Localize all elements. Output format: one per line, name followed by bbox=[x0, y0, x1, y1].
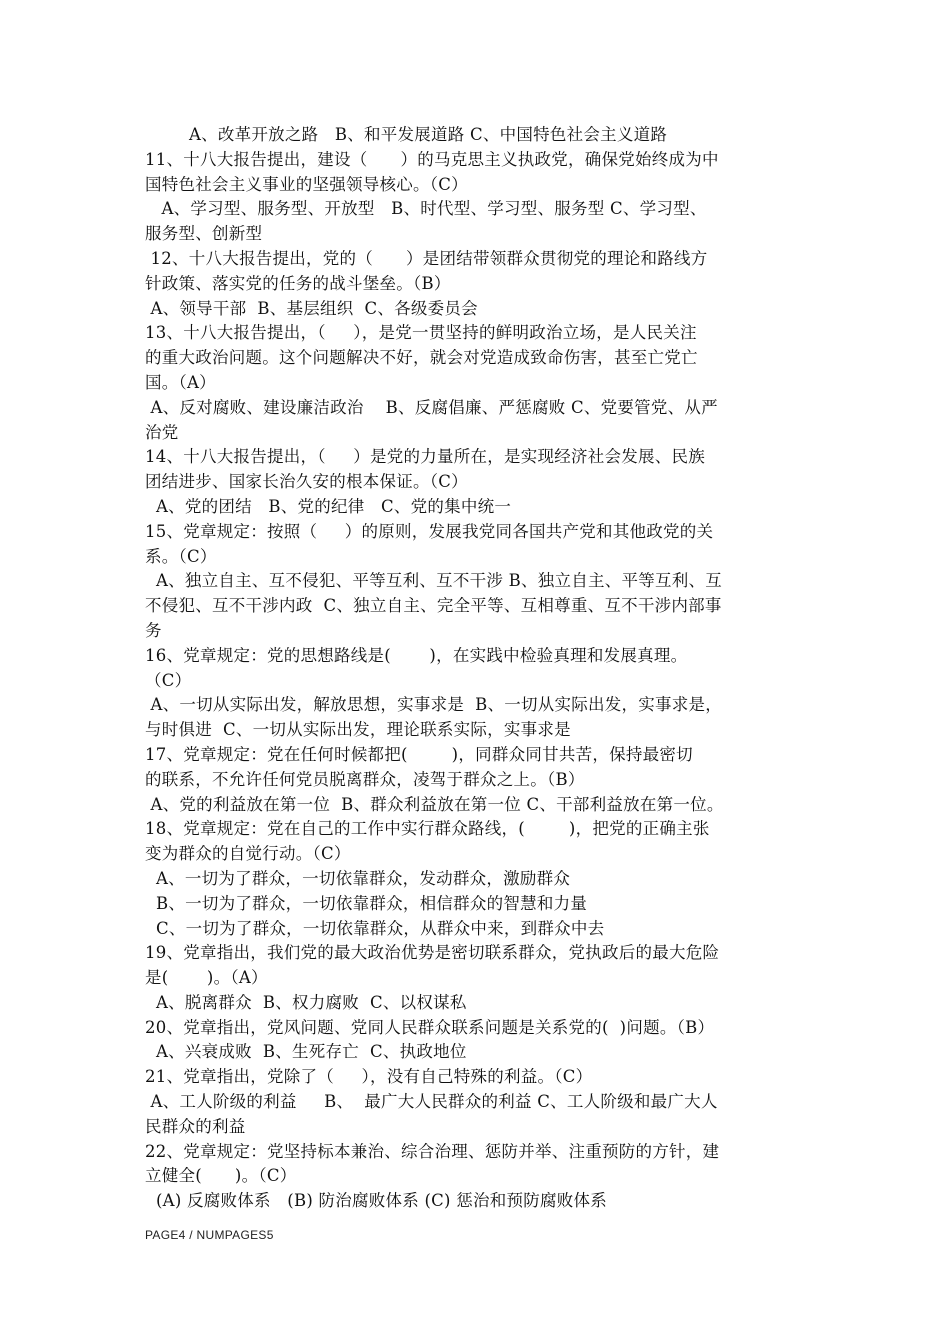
text-line: A、学习型、服务型、开放型 B、时代型、学习型、服务型 C、学习型、 bbox=[145, 199, 707, 219]
text-line: A、一切从实际出发，解放思想，实事求是 B、一切从实际出发，实事求是， bbox=[145, 695, 723, 715]
text-line: 是( )。（A） bbox=[145, 968, 268, 988]
text-line: 治党 bbox=[145, 422, 179, 442]
text-line: 11、十八大报告提出，建设（ ）的马克思主义执政党，确保党始终成为中 bbox=[145, 149, 719, 169]
text-line: 国特色社会主义事业的坚强领导核心。（C） bbox=[145, 174, 468, 194]
text-line: 的联系，不允许任何党员脱离群众，凌驾于群众之上。（B） bbox=[145, 769, 585, 789]
text-line: 团结进步、国家长治久安的根本保证。（C） bbox=[145, 472, 468, 492]
text-line: 务 bbox=[145, 620, 162, 640]
text-line: 14、十八大报告提出，（ ）是党的力量所在，是实现经济社会发展、民族 bbox=[145, 447, 705, 467]
text-line: 针政策、落实党的任务的战斗堡垒。（B） bbox=[145, 273, 451, 293]
text-line: 20、党章指出，党风问题、党同人民群众联系问题是关系党的( )问题。（B） bbox=[145, 1017, 715, 1037]
document-body bbox=[145, 123, 813, 1214]
text-line: A、改革开放之路 B、和平发展道路 C、中国特色社会主义道路 bbox=[145, 125, 668, 144]
text-line: 13、十八大报告提出，（ ），是党一贯坚持的鲜明政治立场，是人民关注 bbox=[145, 323, 697, 343]
text-line: A、工人阶级的利益 B、 最广大人民群众的利益 C、工人阶级和最广大人 bbox=[145, 1092, 718, 1112]
text-line: A、一切为了群众，一切依靠群众，发动群众，激励群众 bbox=[145, 868, 571, 888]
text-line: A、独立自主、互不侵犯、平等互利、互不干涉 B、独立自主、平等互利、互 bbox=[145, 571, 723, 591]
text-line: B、一切为了群众，一切依靠群众，相信群众的智慧和力量 bbox=[145, 893, 588, 913]
text-line: 12、十八大报告提出，党的（ ）是团结带领群众贯彻党的理论和路线方 bbox=[145, 248, 708, 268]
text-line: 22、党章规定：党坚持标本兼治、综合治理、惩防并举、注重预防的方针，建 bbox=[145, 1141, 720, 1161]
text-line: A、党的团结 B、党的纪律 C、党的集中统一 bbox=[145, 496, 512, 516]
text-line: 18、党章规定：党在自己的工作中实行群众路线，( )，把党的正确主张 bbox=[145, 819, 710, 839]
text-line: (A) 反腐败体系 (B) 防治腐败体系 (C) 惩治和预防腐败体系 bbox=[145, 1191, 607, 1211]
text-line: A、脱离群众 B、权力腐败 C、以权谋私 bbox=[145, 992, 467, 1012]
text-line: 服务型、创新型 bbox=[145, 224, 263, 244]
text-line: 的重大政治问题。这个问题解决不好，就会对党造成致命伤害，甚至亡党亡 bbox=[145, 348, 698, 368]
text-line: 国。（A） bbox=[145, 372, 216, 392]
text-line: A、反对腐败、建设廉洁政治 B、反腐倡廉、严惩腐败 C、党要管党、从严 bbox=[145, 397, 718, 417]
page-footer: PAGE4 / NUMPAGES5 bbox=[145, 1228, 274, 1242]
text-line: 民群众的利益 bbox=[145, 1116, 246, 1136]
text-line: 21、党章指出，党除了（ ），没有自己特殊的利益。（C） bbox=[145, 1067, 593, 1087]
text-line: A、党的利益放在第一位 B、群众利益放在第一位 C、干部利益放在第一位。 bbox=[145, 794, 724, 814]
text-line: C、一切为了群众，一切依靠群众，从群众中来，到群众中去 bbox=[145, 918, 605, 938]
text-line: 15、党章规定：按照（ ）的原则，发展我党同各国共产党和其他政党的关 bbox=[145, 521, 714, 541]
text-line: A、兴衰成败 B、生死存亡 C、执政地位 bbox=[145, 1042, 467, 1062]
text-line: 17、党章规定：党在任何时候都把( )，同群众同甘共苦，保持最密切 bbox=[145, 744, 693, 764]
text-line: 立健全( )。（C） bbox=[145, 1166, 297, 1186]
text-line: 不侵犯、互不干涉内政 C、独立自主、完全平等、互相尊重、互不干涉内部事 bbox=[145, 596, 722, 616]
text-line: 变为群众的自觉行动。（C） bbox=[145, 844, 351, 864]
text-line: （C） bbox=[145, 670, 192, 690]
text-line: 16、党章规定：党的思想路线是( )，在实践中检验真理和发展真理。 bbox=[145, 645, 688, 665]
text-line: A、领导干部 B、基层组织 C、各级委员会 bbox=[145, 298, 478, 318]
text-line: 与时俱进 C、一切从实际出发，理论联系实际，实事求是 bbox=[145, 720, 571, 740]
text-line: 19、党章指出，我们党的最大政治优势是密切联系群众，党执政后的最大危险 bbox=[145, 943, 720, 963]
text-line: 系。（C） bbox=[145, 546, 217, 566]
